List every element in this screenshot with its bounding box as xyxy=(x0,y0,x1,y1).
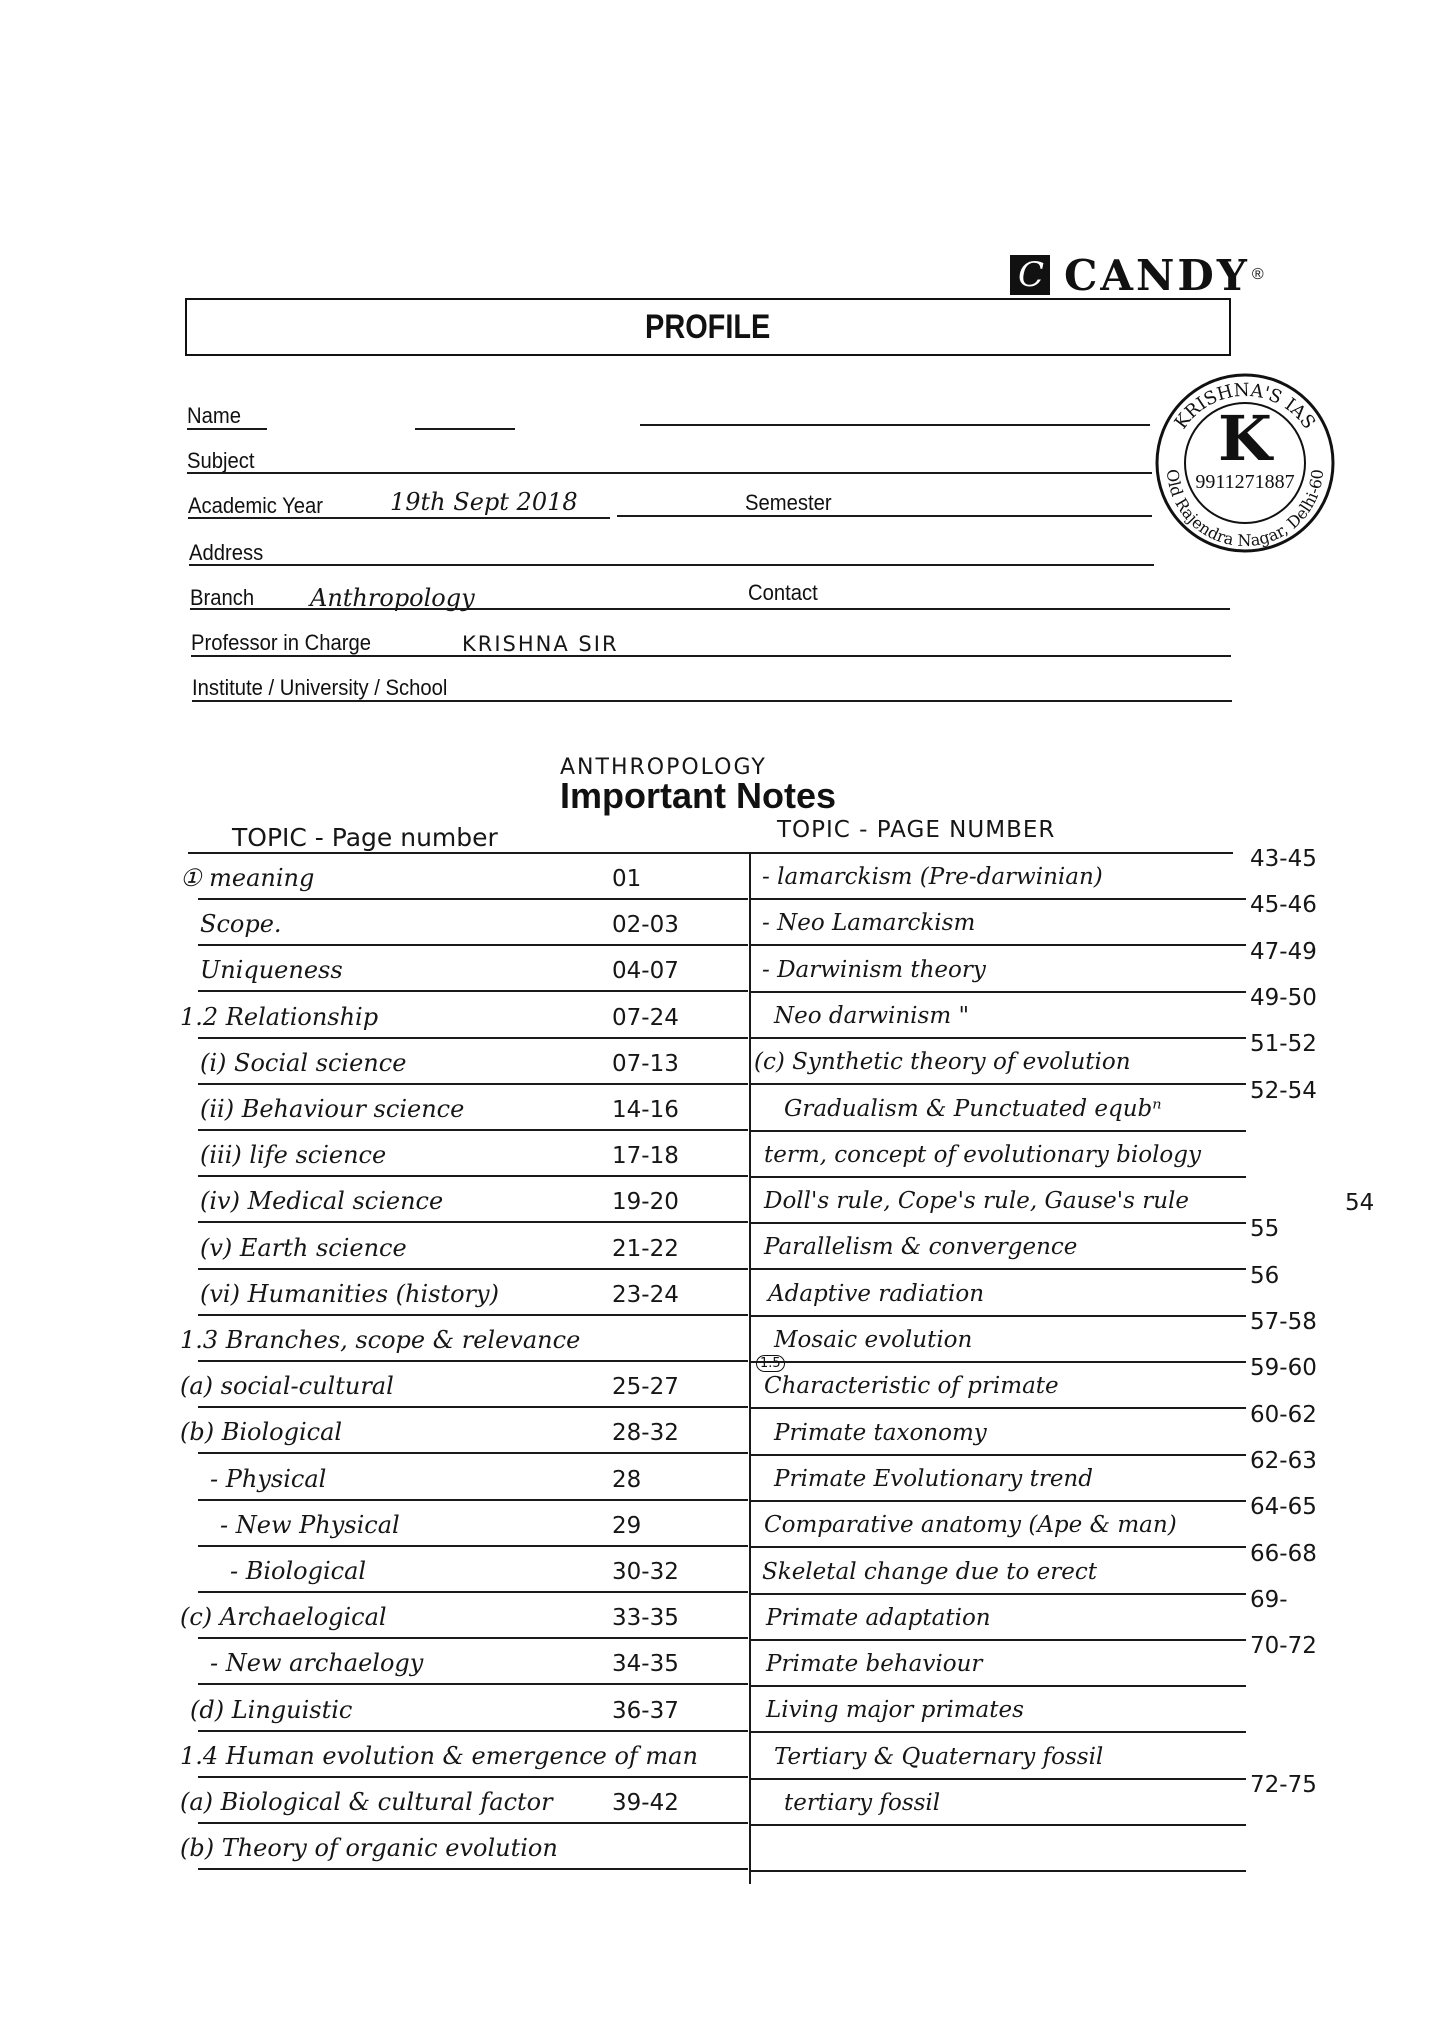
left-row-line xyxy=(198,1499,748,1501)
right-page-number: 49-50 xyxy=(1250,984,1317,1011)
left-topic: - New Physical xyxy=(220,1510,400,1539)
left-row-line xyxy=(198,1730,748,1732)
left-topic: 1.2 Relationship xyxy=(180,1002,379,1031)
profile-title: PROFILE xyxy=(645,307,771,346)
left-page-number: 25-27 xyxy=(612,1374,679,1401)
left-topic: (v) Earth science xyxy=(200,1233,407,1262)
right-topic: Parallelism & convergence xyxy=(764,1234,1078,1261)
left-topic: (b) Biological xyxy=(180,1418,343,1447)
right-row-line xyxy=(750,1407,1246,1409)
right-row-line xyxy=(750,1315,1246,1317)
right-row-line xyxy=(750,1037,1246,1039)
institute-label: Institute / University / School xyxy=(192,675,448,700)
left-topic: (a) social-cultural xyxy=(180,1372,394,1401)
left-page-number: 19-20 xyxy=(612,1189,679,1216)
left-page-number: 07-13 xyxy=(612,1050,679,1077)
left-topic: (ii) Behaviour science xyxy=(200,1095,465,1123)
right-page-number: 45-46 xyxy=(1250,892,1317,919)
logo-brand-text: CANDY xyxy=(1064,250,1250,300)
right-row-line xyxy=(750,1546,1246,1548)
left-page-number: 29 xyxy=(612,1512,642,1539)
left-row-line xyxy=(198,1776,748,1778)
left-page-number: 14-16 xyxy=(612,1097,679,1123)
right-page-number: 62-63 xyxy=(1250,1447,1317,1474)
left-topic: - Physical xyxy=(210,1464,327,1493)
left-topic: Uniqueness xyxy=(200,956,343,985)
left-row-line xyxy=(198,1314,748,1316)
notes-subject: ANTHROPOLOGY xyxy=(560,755,767,780)
right-topic: Comparative anatomy (Ape & man) xyxy=(764,1512,1177,1539)
right-row-line xyxy=(750,1500,1246,1502)
branch-line xyxy=(190,608,1230,610)
left-row-line xyxy=(198,944,748,946)
left-row-line xyxy=(198,898,748,900)
left-row-line xyxy=(198,1545,748,1547)
left-page-number: 04-07 xyxy=(612,958,679,985)
professor-label: Professor in Charge xyxy=(191,630,372,655)
left-row-line xyxy=(198,1083,748,1085)
right-row-line xyxy=(750,944,1246,946)
right-row-line xyxy=(750,1176,1246,1178)
right-topic: Primate Evolutionary trend xyxy=(774,1465,1093,1492)
name-line-mid xyxy=(415,428,515,430)
right-page-number: 59-60 xyxy=(1250,1355,1317,1382)
header-line xyxy=(188,852,1233,854)
right-topic: Mosaic evolution xyxy=(774,1327,973,1353)
left-topic: - Biological xyxy=(230,1557,367,1585)
left-row-line xyxy=(198,1175,748,1177)
right-page-number: 72-75 xyxy=(1250,1772,1317,1798)
left-row-line xyxy=(198,1221,748,1223)
left-page-number: 17-18 xyxy=(612,1143,679,1170)
right-topic: - Neo Lamarckism xyxy=(762,910,976,937)
right-row-line xyxy=(750,1639,1246,1641)
name-line-left xyxy=(187,428,267,430)
right-topic: Primate taxonomy xyxy=(774,1419,987,1446)
left-page-number: 21-22 xyxy=(612,1235,679,1262)
right-page-number: 60-62 xyxy=(1250,1401,1317,1428)
left-topic: Scope. xyxy=(200,910,282,939)
candy-logo-icon: C xyxy=(1010,255,1050,295)
right-page-number: 69- xyxy=(1250,1586,1288,1613)
right-page-number: 64-65 xyxy=(1250,1494,1317,1521)
left-topic: (d) Linguistic xyxy=(190,1695,353,1724)
left-topic: (b) Theory of organic evolution xyxy=(180,1834,558,1863)
right-row-line xyxy=(750,1593,1246,1595)
left-topic: (iii) life science xyxy=(200,1141,387,1170)
professor-line xyxy=(191,655,1231,657)
krishna-ias-stamp xyxy=(1145,368,1345,558)
left-row-line xyxy=(198,1683,748,1685)
right-page-number: 51-52 xyxy=(1250,1031,1317,1058)
branch-value[interactable]: Anthropology xyxy=(310,584,475,612)
right-row-line xyxy=(750,991,1246,993)
left-topic: (i) Social science xyxy=(200,1048,407,1077)
right-page-number: 57-58 xyxy=(1250,1309,1317,1335)
column-divider xyxy=(749,852,751,1884)
right-row-line xyxy=(750,1870,1246,1872)
right-row-line xyxy=(750,1778,1246,1780)
profile-title-box xyxy=(185,298,1231,356)
left-column-header: TOPIC - Page number xyxy=(232,823,498,852)
left-topic: (a) Biological & cultural factor xyxy=(180,1788,553,1816)
left-page-number: 36-37 xyxy=(612,1697,679,1724)
right-topic: Tertiary & Quaternary fossil xyxy=(774,1743,1104,1770)
right-topic: tertiary fossil xyxy=(784,1790,941,1816)
left-page-number: 39-42 xyxy=(612,1790,679,1816)
right-topic: Primate behaviour xyxy=(766,1651,983,1678)
left-row-line xyxy=(198,1822,748,1824)
right-row-line xyxy=(750,1361,1246,1363)
right-row-line xyxy=(750,1824,1246,1826)
address-label: Address xyxy=(189,540,264,565)
right-row-line xyxy=(750,1731,1246,1733)
branch-label: Branch xyxy=(190,585,255,610)
address-line[interactable] xyxy=(189,564,1154,566)
stamp-k-letter: K xyxy=(1218,402,1272,475)
stamp-ring-top: KRISHNA'S IAS xyxy=(1170,379,1320,434)
right-topic: Adaptive radiation xyxy=(768,1280,985,1307)
left-topic: (iv) Medical science xyxy=(200,1187,444,1216)
left-row-line xyxy=(198,1360,748,1362)
left-topic: (c) Archaelogical xyxy=(180,1603,387,1632)
right-topic: term, concept of evolutionary biology xyxy=(764,1141,1201,1168)
stamp-ring-bottom: Old Rajendra Nagar, Delhi-60 xyxy=(1162,468,1328,551)
right-row-line xyxy=(750,1130,1246,1132)
right-page-number: 66-68 xyxy=(1250,1540,1317,1567)
right-row-line xyxy=(750,1083,1246,1085)
registered-mark: ® xyxy=(1251,266,1264,283)
right-topic: - lamarckism (Pre-darwinian) xyxy=(762,864,1103,890)
left-page-number: 01 xyxy=(612,866,642,892)
right-topic: (c) Synthetic theory of evolution xyxy=(754,1049,1131,1076)
left-page-number: 23-24 xyxy=(612,1281,679,1308)
right-column-header: TOPIC - PAGE NUMBER xyxy=(777,817,1056,843)
right-page-number: 52-54 xyxy=(1250,1077,1317,1104)
right-page-number: 47-49 xyxy=(1250,938,1317,965)
stamp-phone: 9911271887 xyxy=(1195,471,1295,493)
right-page-number: 55 xyxy=(1250,1216,1280,1243)
right-topic: Gradualism & Punctuated equbⁿ xyxy=(784,1095,1162,1122)
semester-label: Semester xyxy=(745,490,832,515)
institute-line[interactable] xyxy=(192,700,1232,702)
left-page-number: 28 xyxy=(612,1466,642,1493)
left-row-line xyxy=(198,1637,748,1639)
right-page-number: 54 xyxy=(1345,1190,1375,1217)
right-topic: Skeletal change due to erect xyxy=(762,1558,1097,1585)
left-page-number: 07-24 xyxy=(612,1004,679,1031)
name-label: Name xyxy=(187,403,241,428)
left-row-line xyxy=(198,1268,748,1270)
right-topic: Neo darwinism " xyxy=(774,1002,970,1029)
notes-title: Important Notes xyxy=(560,775,837,816)
right-page-number: 70-72 xyxy=(1250,1633,1317,1660)
left-topic: (vi) Humanities (history) xyxy=(200,1279,499,1308)
left-topic: - New archaelogy xyxy=(210,1649,424,1678)
left-page-number: 34-35 xyxy=(612,1651,679,1678)
subject-label: Subject xyxy=(187,448,255,473)
left-topic: 1.4 Human evolution & emergence of man xyxy=(180,1741,698,1770)
right-row-line xyxy=(750,1222,1246,1224)
candy-logo xyxy=(1010,245,1264,305)
right-topic: - Darwinism theory xyxy=(762,956,986,983)
professor-value[interactable]: KRISHNA SIR xyxy=(462,632,619,656)
academic-year-line xyxy=(188,517,610,519)
right-page-number: 56 xyxy=(1250,1262,1280,1289)
left-topic: 1.3 Branches, scope & relevance xyxy=(180,1326,581,1354)
left-row-line xyxy=(198,1406,748,1408)
name-line[interactable] xyxy=(640,424,1150,426)
academic-year-value[interactable]: 19th Sept 2018 xyxy=(390,488,578,516)
left-row-line xyxy=(198,1868,748,1870)
right-page-number: 43-45 xyxy=(1250,846,1317,872)
right-topic: Primate adaptation xyxy=(766,1604,991,1631)
right-topic: Characteristic of primate xyxy=(764,1373,1059,1400)
left-row-line xyxy=(198,1452,748,1454)
section-marker: 1.5 xyxy=(756,1355,785,1372)
semester-line[interactable] xyxy=(617,515,1152,517)
left-page-number: 30-32 xyxy=(612,1559,679,1585)
left-row-line xyxy=(198,1037,748,1039)
left-page-number: 33-35 xyxy=(612,1605,679,1632)
left-topic: ① meaning xyxy=(180,864,315,892)
left-page-number: 02-03 xyxy=(612,912,679,939)
contact-label: Contact xyxy=(748,580,818,605)
right-row-line xyxy=(750,1268,1246,1270)
right-row-line xyxy=(750,1454,1246,1456)
left-row-line xyxy=(198,1591,748,1593)
subject-line[interactable] xyxy=(187,472,1152,474)
academic-year-label: Academic Year xyxy=(188,493,324,518)
left-page-number: 28-32 xyxy=(612,1420,679,1447)
left-row-line xyxy=(198,1129,748,1131)
left-row-line xyxy=(198,990,748,992)
right-topic: Doll's rule, Cope's rule, Gause's rule xyxy=(764,1188,1189,1215)
right-topic: Living major primates xyxy=(766,1697,1024,1724)
right-row-line xyxy=(750,1685,1246,1687)
right-row-line xyxy=(750,898,1246,900)
